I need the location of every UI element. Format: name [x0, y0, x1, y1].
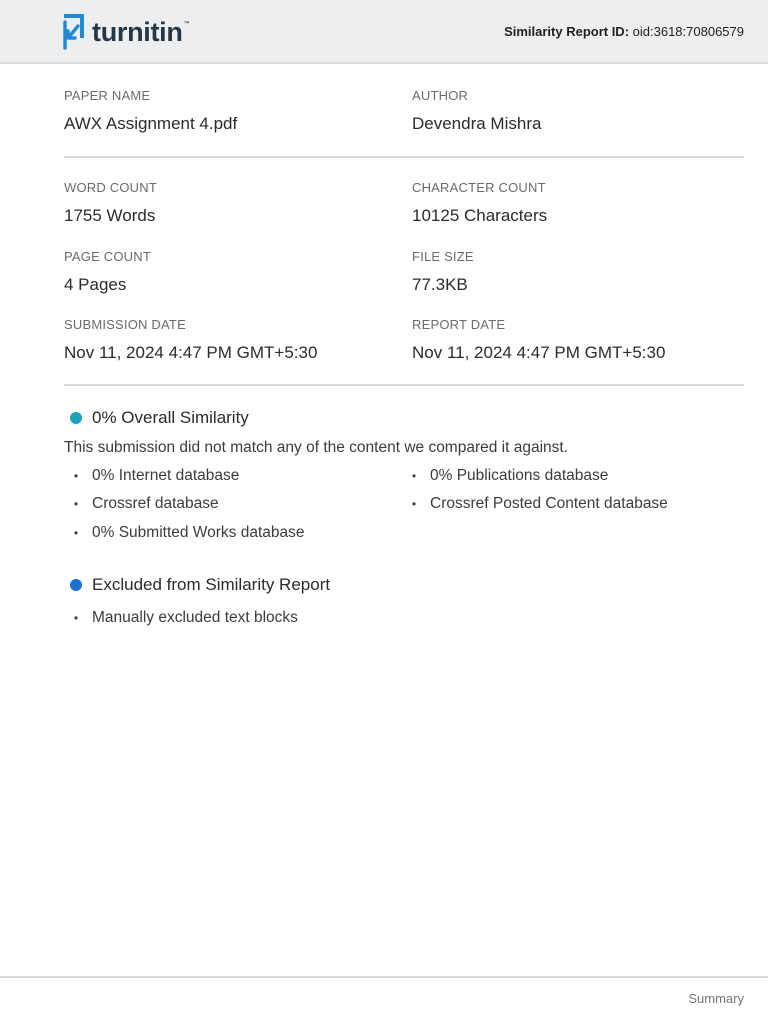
file-size-field [412, 249, 474, 296]
list-item-text: 0% Submitted Works database [92, 524, 305, 541]
footer-divider [0, 976, 768, 978]
report-id-value: oid:3618:70806579 [632, 24, 744, 39]
page-count-label: PAGE COUNT [64, 249, 151, 264]
list-item [70, 524, 305, 542]
paper-name-field [64, 88, 237, 135]
list-item [70, 495, 219, 513]
excluded-heading [70, 575, 330, 595]
list-item [70, 609, 298, 627]
bullet-icon: • [73, 611, 79, 625]
author-label: AUTHOR [412, 88, 469, 103]
turnitin-logo-icon [62, 14, 86, 50]
list-item-text: Crossref database [92, 495, 219, 512]
submission-date-field [64, 317, 317, 364]
paper-name-label: PAPER NAME [64, 88, 151, 103]
overall-similarity-title: 0% Overall Similarity [92, 408, 249, 427]
word-count-field [64, 180, 157, 227]
list-item [408, 495, 668, 513]
bullet-icon: • [411, 497, 417, 511]
footer-summary-label: Summary [688, 991, 744, 1006]
character-count-value: 10125 Characters [412, 206, 548, 225]
turnitin-logo [62, 13, 190, 51]
page-count-value: 4 Pages [64, 275, 127, 294]
file-size-label: FILE SIZE [412, 249, 474, 264]
list-item [70, 467, 239, 485]
word-count-value: 1755 Words [64, 206, 156, 225]
file-size-value: 77.3KB [412, 275, 468, 294]
divider [64, 384, 744, 386]
list-item-text: 0% Publications database [430, 467, 609, 484]
report-id-label: Similarity Report ID: [504, 24, 630, 39]
character-count-field [412, 180, 547, 227]
list-item-text: Crossref Posted Content database [430, 495, 668, 512]
similarity-dot-icon [70, 412, 82, 424]
bullet-icon: • [73, 526, 79, 540]
character-count-label: CHARACTER COUNT [412, 180, 546, 195]
report-id [504, 24, 744, 39]
excluded-dot-icon [70, 579, 82, 591]
list-item [408, 467, 608, 485]
list-item-text: Manually excluded text blocks [92, 609, 298, 626]
author-field [412, 88, 541, 135]
logo-wordmark: turnitin [92, 16, 183, 47]
overall-similarity-heading [70, 408, 249, 428]
report-date-label: REPORT DATE [412, 317, 506, 332]
list-item-text: 0% Internet database [92, 467, 240, 484]
submission-date-value: Nov 11, 2024 4:47 PM GMT+5:30 [64, 343, 318, 362]
similarity-description: This submission did not match any of the content we compared it against. [64, 439, 569, 456]
author-value: Devendra Mishra [412, 114, 542, 133]
word-count-label: WORD COUNT [64, 180, 157, 195]
bullet-icon: • [411, 469, 417, 483]
header-bar [0, 0, 768, 64]
divider [64, 156, 744, 158]
page-count-field [64, 249, 151, 296]
bullet-icon: • [73, 497, 79, 511]
report-date-field [412, 317, 665, 364]
submission-date-label: SUBMISSION DATE [64, 317, 186, 332]
excluded-title: Excluded from Similarity Report [92, 575, 331, 594]
logo-trademark: ™ [183, 21, 190, 27]
paper-name-value: AWX Assignment 4.pdf [64, 114, 238, 133]
bullet-icon: • [73, 469, 79, 483]
report-date-value: Nov 11, 2024 4:47 PM GMT+5:30 [412, 343, 666, 362]
